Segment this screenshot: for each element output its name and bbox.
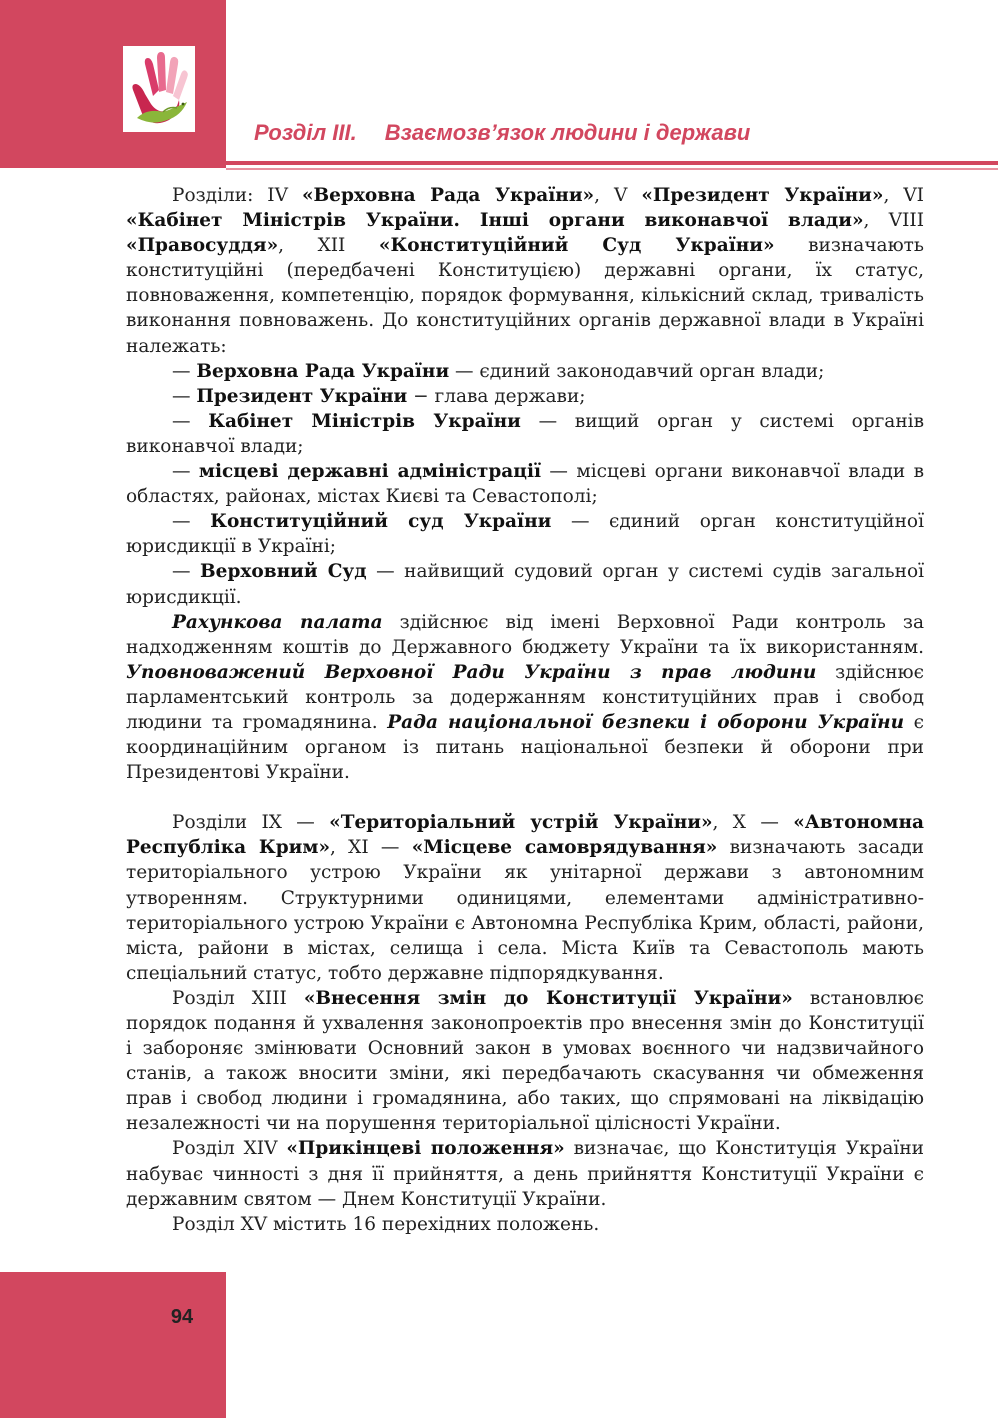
text-span: , V — [594, 185, 642, 206]
bold-term: Президент України — [196, 385, 408, 407]
bold-italic-term: Рахункова палата — [172, 611, 383, 633]
text-span: визначають засади територіального устрою України як унітарної держави з автономним утворенням. Структурними одиницями, елементами адміністративно-територіального устрою України є Автономна Республіка Крим, області, райони, міста, райони в містах, селища і села. Міста Київ та Севастополь мають спеціальний статус, тобто державне підпорядкування. — [126, 837, 924, 984]
list-item — [126, 409, 924, 459]
bold-term: «Верховна Рада України» — [301, 185, 595, 206]
paragraph-constitutional-bodies — [126, 183, 924, 359]
text-span: визначають конституційні (передбачені Конституцією) державні органи, їх статус, повноваження, компетенцію, порядок формування, кількісний склад, тривалість виконання повноважень. До конституційних органів державної влади в Україні належать: — [126, 235, 924, 357]
bold-italic-term: Уповноважений Верховної Ради України з прав людини — [126, 661, 817, 683]
text-span: визначає, що Конституція України набуває чинності з дня її прийняття, а день прийняття Конституції України є державним святом — Днем Конституції України. — [126, 1138, 924, 1210]
bold-italic-term: Рада національної безпеки і оборони України — [387, 711, 905, 733]
text-span: — місцеві органи виконавчої влади в областях, районах, містах Києві та Севастополі; — [126, 461, 924, 508]
bold-term: Верховна Рада України — [196, 360, 450, 382]
list-item — [126, 384, 924, 409]
list-item — [126, 509, 924, 559]
bold-term: «Внесення змін до Конституції України» — [303, 987, 793, 1009]
chapter-label: Розділ ІІІ. — [254, 120, 357, 145]
paragraph-control-bodies — [126, 610, 924, 786]
dash: — — [172, 461, 199, 483]
bold-term: «Автономна Республіка Крим» — [126, 812, 924, 859]
text-span: — найвищий судовий орган у системі судів загальної юрисдикції. — [126, 561, 925, 608]
text-span: Розділи: IV — [172, 185, 302, 206]
bold-term: «Конституційний Суд України» — [378, 235, 775, 257]
text-span: , VI — [883, 185, 924, 206]
text-span: Розділ XV містить 16 перехідних положень. — [172, 1213, 600, 1235]
paragraph-transitional-provisions — [126, 1212, 924, 1237]
bold-term: «Кабінет Міністрів України. Інші органи виконавчої влади» — [126, 210, 864, 232]
text-span: Розділ XIII — [172, 987, 304, 1009]
paragraph-territorial-structure — [126, 810, 924, 986]
chapter-title: Взаємозв’язок людини і держави — [384, 120, 751, 145]
text-span: − глава держави; — [407, 385, 586, 407]
text-span: є координаційним органом із питань національної безпеки й оборони при Президентові України. — [126, 711, 925, 784]
bold-term: «Місцеве самоврядування» — [411, 837, 718, 859]
logo — [123, 46, 195, 132]
text-span: встановлює порядок подання й ухвалення законопроектів про внесення змін до Конституції і забороняє змінювати Основний закон в умовах воєнного чи надзвичайного станів, а також вносити зміни, які передбачають скасування чи обмеження прав і свобод людини і громадянина, або таких, що спрямовані на ліквідацію незалежності чи на порушення територіальної цілісності України. — [126, 987, 924, 1135]
dash: — — [172, 410, 209, 432]
bold-term: «Президент України» — [641, 185, 884, 206]
list-item — [126, 359, 924, 384]
bold-term: Конституційний суд України — [210, 511, 552, 533]
dash: — — [172, 511, 211, 533]
list-item — [126, 459, 924, 509]
bold-term: місцеві державні адміністрації — [198, 461, 542, 483]
paragraph-amendments — [126, 986, 924, 1137]
bold-term: Верховний Суд — [200, 561, 367, 583]
list-item — [126, 559, 924, 609]
text-span: Розділи IX — — [172, 812, 330, 834]
header-rule — [226, 161, 998, 165]
paragraph-spacer — [126, 785, 924, 810]
dash: — — [172, 385, 197, 407]
page-body — [126, 183, 924, 1237]
text-span: , VIII — [863, 210, 925, 232]
text-span: , XII — [278, 235, 379, 257]
header-rule-thin — [226, 168, 998, 170]
hand-dove-logo-icon — [123, 46, 195, 132]
text-span: , XI — — [330, 837, 412, 859]
bottom-margin-band — [0, 1272, 226, 1418]
dash: — — [172, 561, 201, 583]
chapter-heading — [254, 120, 750, 146]
dash: — — [172, 360, 197, 382]
text-span: — вищий орган у системі органів виконавчої влади; — [126, 410, 925, 457]
page-number: 94 — [170, 1306, 194, 1328]
paragraph-final-provisions — [126, 1136, 924, 1211]
bold-term: Кабінет Міністрів України — [208, 410, 521, 432]
text-span: здійснює від імені Верховної Ради контроль за надходженням коштів до Державного бюджету України та їх використанням. — [126, 611, 924, 658]
text-span: — єдиний законодавчий орган влади; — [449, 360, 825, 382]
text-span: — єдиний орган конституційної юрисдикції в Україні; — [126, 511, 924, 558]
bold-term: «Прикінцеві положення» — [286, 1138, 565, 1160]
text-span: здійснює парламентський контроль за додержанням конституційних прав і свобод людини та громадянина. — [126, 661, 924, 733]
text-span: , X — — [712, 812, 794, 834]
text-span: Розділ XIV — [172, 1138, 287, 1160]
bold-term: «Територіальний устрій України» — [329, 812, 713, 834]
bold-term: «Правосуддя» — [126, 235, 279, 257]
